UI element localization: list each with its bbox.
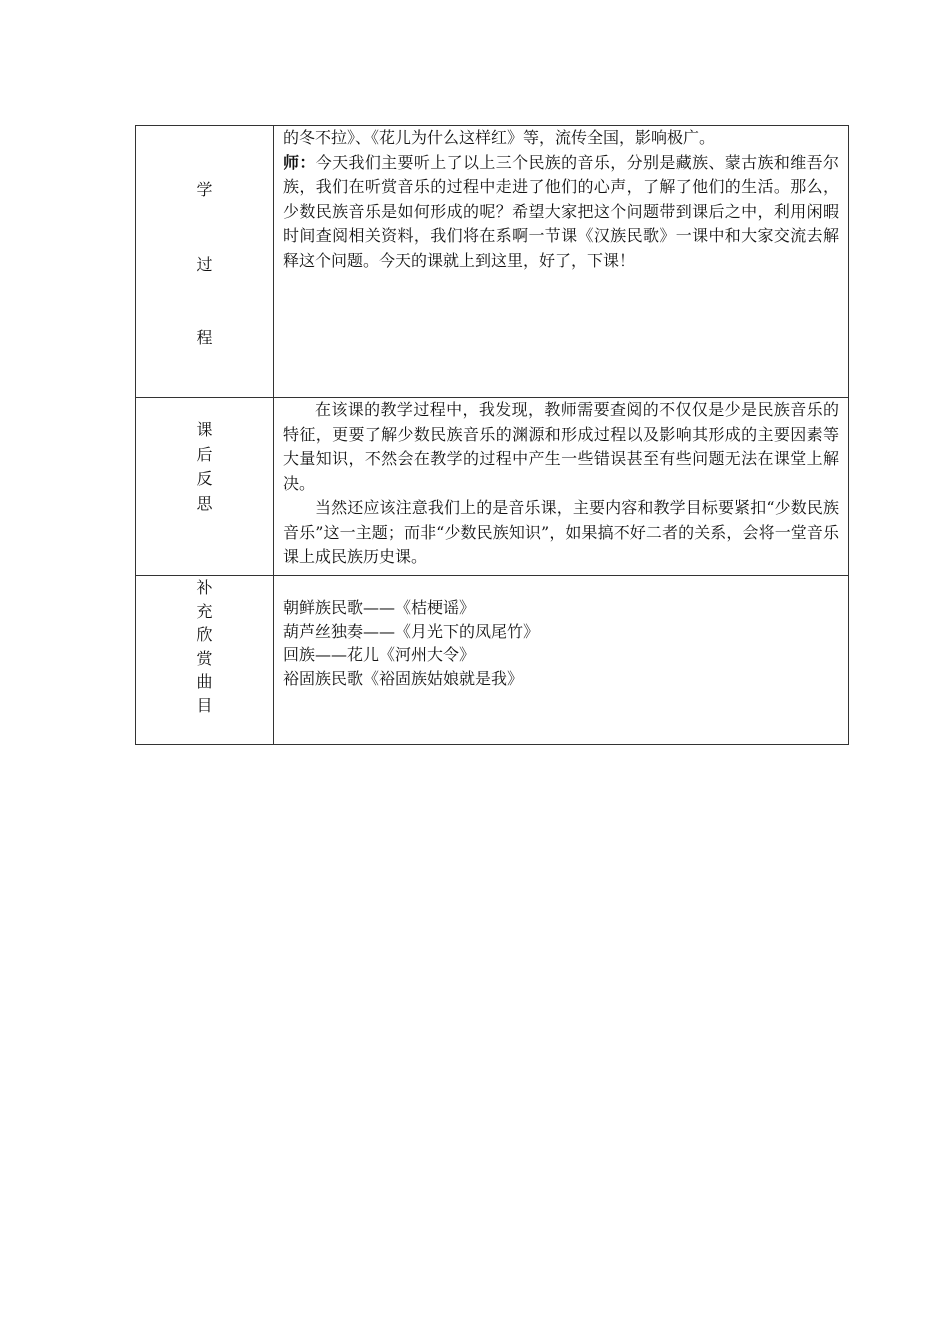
supplement-label-char-5: 曲 [196,672,213,691]
speech-text: 今天我们主要听上了以上三个民族的音乐，分别是藏族、蒙古族和维吾尔族，我们在听赏音乐的过程中走进了他们的心声，了解了他们的生活。那么，少数民族音乐是如何形成的呢？希望大家把这个问题带到课后之中，利用闲暇时间查阅相关资料，我们将在系啊一节课《汉族民歌》一课中和大家交流去解释这个问题。今天的课就上到这里，好了，下课！ [283,152,839,270]
process-line-1: 的冬不拉》、《花儿为什么这样红》等，流传全国，影响极广。 [283,128,716,147]
supplement-label-char-3: 欣 [196,625,213,644]
supplement-label-char-1: 补 [196,578,213,597]
speaker-label: 师： [283,152,316,172]
reflection-paragraph-2: 当然还应该注意我们上的是音乐课，主要内容和教学目标要紧扣“少数民族音乐”这一主题；而非“少数民族知识”，如果搞不好二者的关系，会将一堂音乐课上成民族历史课。 [283,498,839,566]
song-item-1: 朝鲜族民歌——《桔梗谣》 [283,598,476,617]
reflection-label-cell [136,398,274,576]
teaching-process-label-cell [136,126,274,398]
supplement-content [274,576,849,745]
supplement-row [136,576,849,745]
supplement-label-cell [136,576,274,745]
teaching-process-label-char-1: 学 [196,180,213,199]
supplement-label-char-4: 赏 [196,648,213,668]
teaching-process-label-char-2: 过 [196,255,213,274]
song-item-3: 回族——花儿《河州大令》 [283,645,476,664]
supplement-label-char-6: 目 [196,695,213,715]
reflection-content [274,398,849,576]
song-item-4: 裕固族民歌《裕固族姑娘就是我》 [283,668,524,688]
teaching-process-content [274,126,849,398]
reflection-paragraph-1: 在该课的教学过程中，我发现，教师需要查阅的不仅仅是少是民族音乐的特征，更要了解少数民族音乐的渊源和形成过程以及影响其形成的主要因素等大量知识，不然会在教学的过程中产生一些错误甚至有些问题无法在课堂上解决。 [283,400,839,493]
song-item-2: 葫芦丝独奏——《月光下的凤尾竹》 [283,621,540,641]
teaching-process-label-char-3: 程 [196,328,213,347]
supplement-label-char-2: 充 [196,601,213,621]
reflection-row [136,398,849,576]
lesson-plan-table [135,125,849,745]
teaching-process-row [136,126,849,398]
reflection-label-char-4: 思 [196,493,213,513]
reflection-label-char-2: 后 [196,444,213,464]
reflection-label-char-3: 反 [196,469,213,488]
teacher-speech [283,151,839,274]
reflection-label-char-1: 课 [196,420,213,439]
